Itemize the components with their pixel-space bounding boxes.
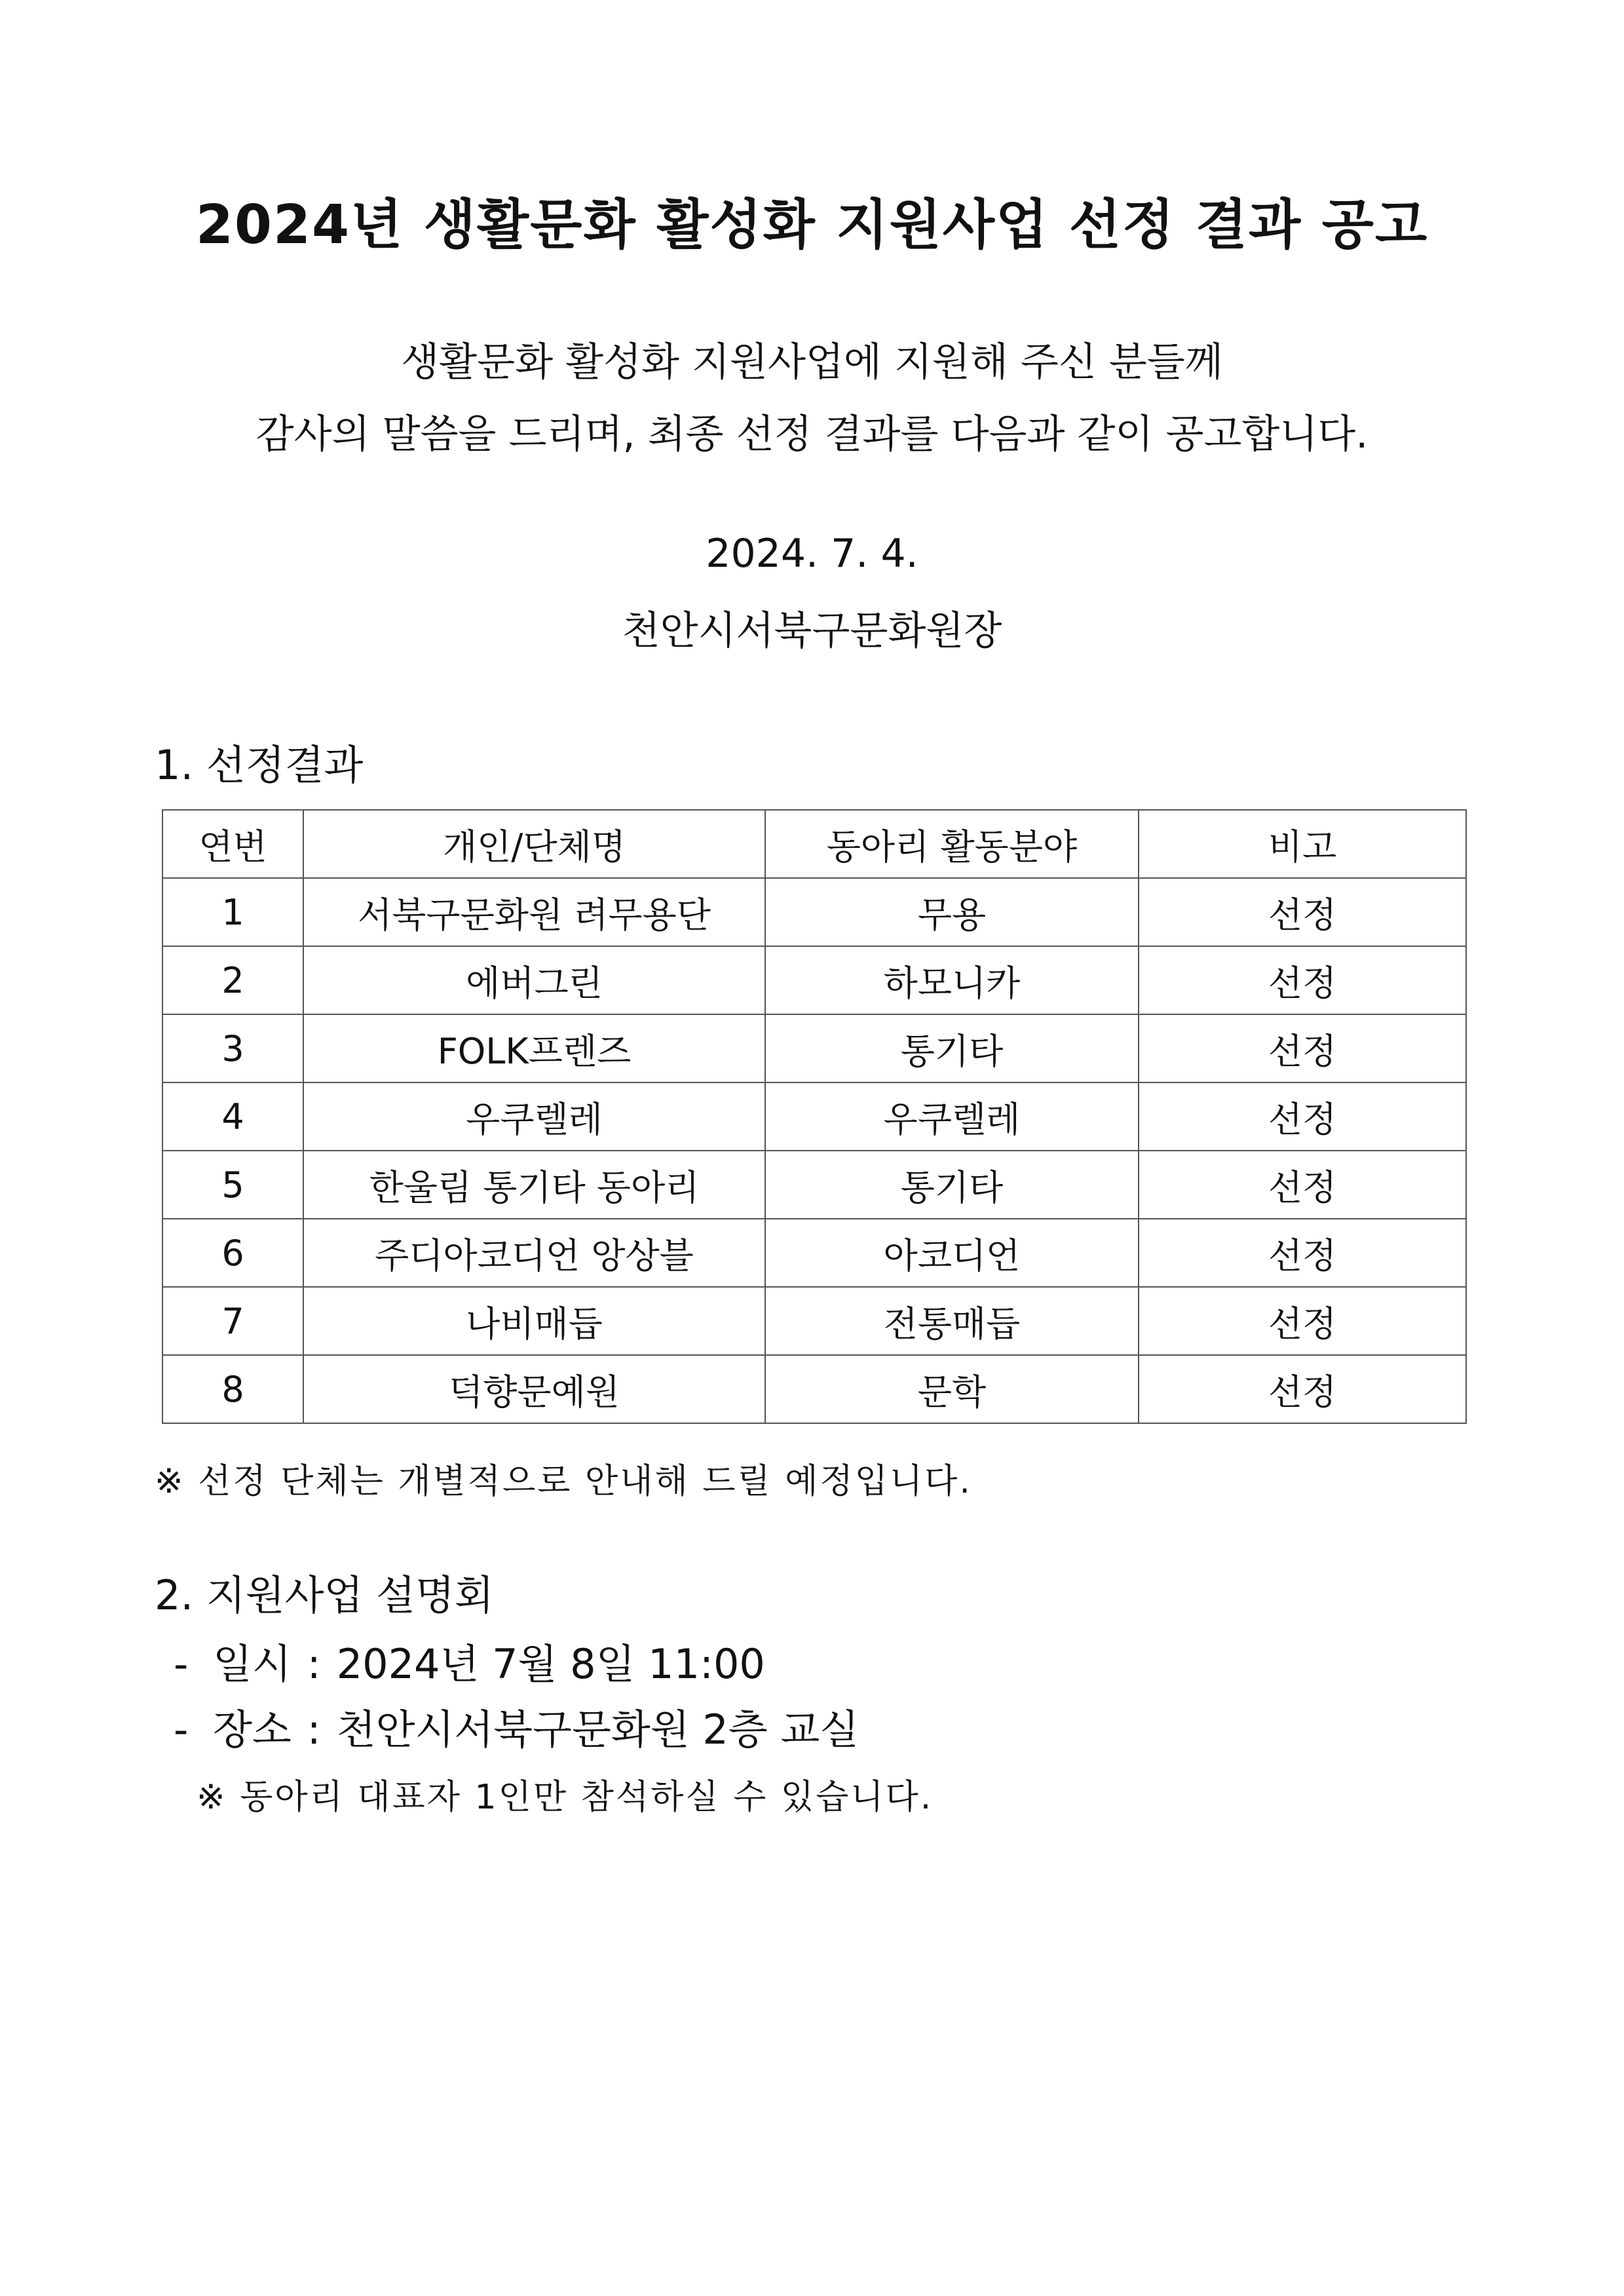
cell-remarks: 선정 (1139, 878, 1466, 946)
cell-group-name: 덕향문예원 (303, 1355, 765, 1423)
cell-activity-field: 통기타 (765, 1151, 1139, 1219)
table-header-row (162, 810, 1466, 878)
briefing-location-item (174, 1697, 859, 1755)
item-label: 일시 (213, 1640, 292, 1688)
intro-line-1: 생활문화 활성화 지원사업에 지원해 주신 분들께 (401, 339, 1223, 385)
bullet-dash: - (174, 1640, 189, 1688)
item-separator: : (307, 1706, 321, 1753)
table-row (162, 946, 1466, 1014)
cell-remarks: 선정 (1139, 1082, 1466, 1151)
issuer-name: 천안시서북구문화원장 (622, 608, 1002, 654)
table-row (162, 1219, 1466, 1287)
cell-activity-field: 전통매듭 (765, 1287, 1139, 1355)
table-row (162, 1355, 1466, 1423)
results-table (162, 809, 1467, 1424)
table-row (162, 1287, 1466, 1355)
table-row (162, 1014, 1466, 1082)
cell-group-name: 나비매듭 (303, 1287, 765, 1355)
header-group-name: 개인/단체명 (303, 810, 765, 878)
cell-activity-field: 통기타 (765, 1014, 1139, 1082)
cell-number: 1 (162, 878, 303, 946)
intro-line-2: 감사의 말씀을 드리며, 최종 선정 결과를 다음과 같이 공고합니다. (255, 411, 1369, 457)
table-row (162, 878, 1466, 946)
cell-activity-field: 우쿠렐레 (765, 1082, 1139, 1151)
cell-number: 3 (162, 1014, 303, 1082)
page-title: 2024년 생활문화 활성화 지원사업 선정 결과 공고 (195, 194, 1429, 256)
cell-remarks: 선정 (1139, 1151, 1466, 1219)
header-remarks: 비고 (1139, 810, 1466, 878)
cell-group-name: 우쿠렐레 (303, 1082, 765, 1151)
cell-number: 4 (162, 1082, 303, 1151)
cell-number: 2 (162, 946, 303, 1014)
item-value: 2024년 7월 8일 11:00 (336, 1640, 765, 1688)
item-label: 장소 (213, 1706, 292, 1753)
cell-activity-field: 아코디언 (765, 1219, 1139, 1287)
cell-remarks: 선정 (1139, 1219, 1466, 1287)
cell-remarks: 선정 (1139, 1014, 1466, 1082)
briefing-datetime-item (174, 1632, 765, 1690)
announcement-date: 2024. 7. 4. (706, 531, 918, 577)
header-activity-field: 동아리 활동분야 (765, 810, 1139, 878)
cell-number: 6 (162, 1219, 303, 1287)
table-row (162, 1151, 1466, 1219)
table-row (162, 1082, 1466, 1151)
cell-number: 7 (162, 1287, 303, 1355)
cell-group-name: 서북구문화원 려무용단 (303, 878, 765, 946)
item-value: 천안시서북구문화원 2층 교실 (336, 1706, 859, 1753)
header-number: 연번 (162, 810, 303, 878)
selection-note: ※ 선정 단체는 개별적으로 안내해 드릴 예정입니다. (155, 1462, 972, 1501)
attendance-note: ※ 동아리 대표자 1인만 참석하실 수 있습니다. (197, 1778, 934, 1817)
bullet-dash: - (174, 1706, 189, 1753)
cell-group-name: 에버그린 (303, 946, 765, 1014)
cell-activity-field: 하모니카 (765, 946, 1139, 1014)
item-separator: : (307, 1640, 321, 1688)
section-heading-results: 1. 선정결과 (155, 741, 364, 789)
cell-activity-field: 문학 (765, 1355, 1139, 1423)
cell-number: 5 (162, 1151, 303, 1219)
cell-activity-field: 무용 (765, 878, 1139, 946)
cell-remarks: 선정 (1139, 1287, 1466, 1355)
section-heading-briefing: 2. 지원사업 설명회 (155, 1571, 494, 1619)
cell-remarks: 선정 (1139, 946, 1466, 1014)
cell-group-name: FOLK프렌즈 (303, 1014, 765, 1082)
cell-remarks: 선정 (1139, 1355, 1466, 1423)
cell-group-name: 주디아코디언 앙상블 (303, 1219, 765, 1287)
cell-group-name: 한울림 통기타 동아리 (303, 1151, 765, 1219)
cell-number: 8 (162, 1355, 303, 1423)
